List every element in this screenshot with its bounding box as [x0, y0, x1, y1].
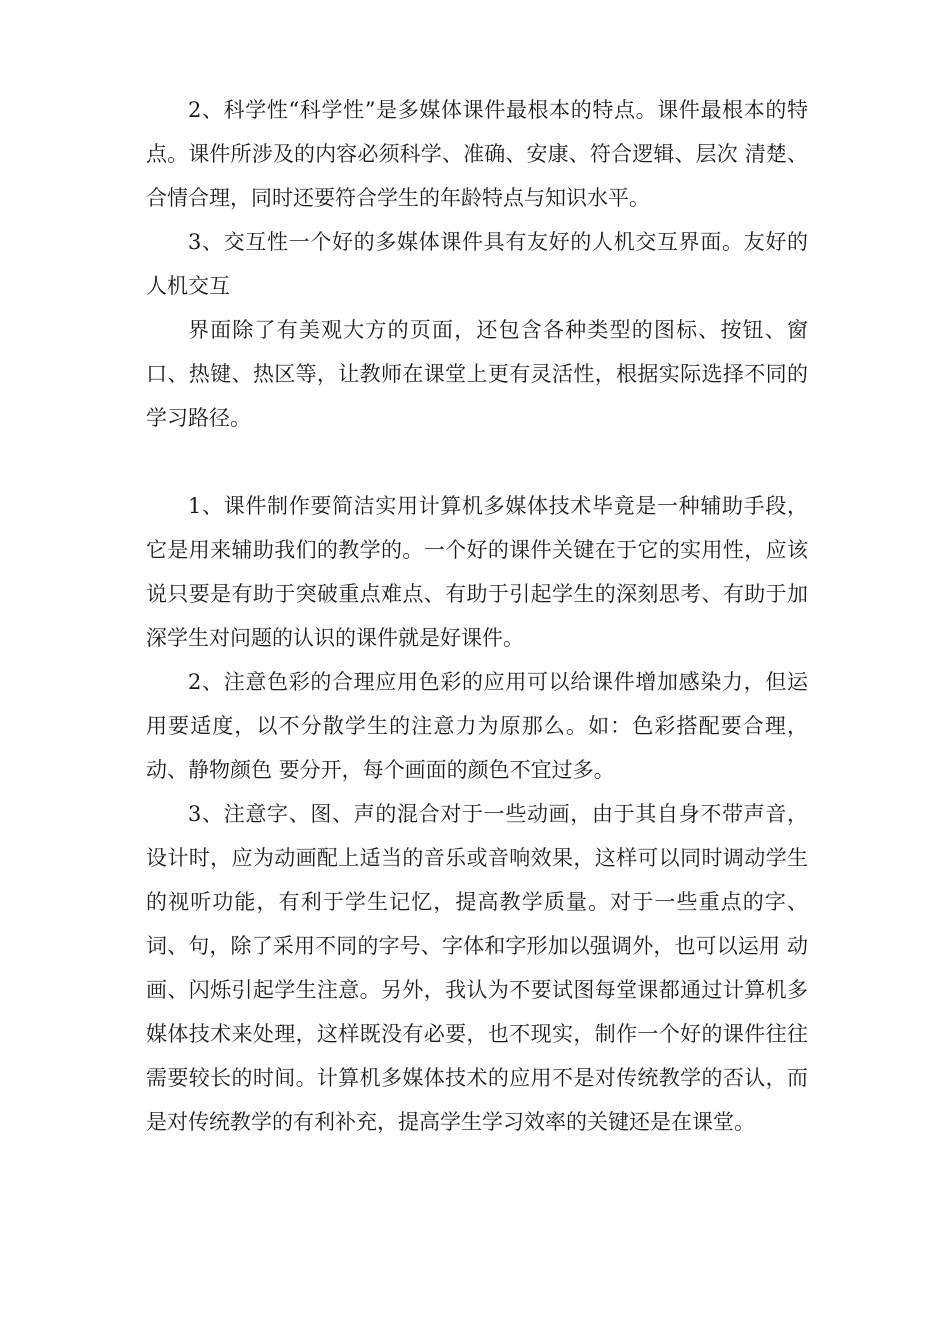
paragraph-interactive: 3、交互性一个好的多媒体课件具有友好的人机交互界面。友好的人机交互	[146, 230, 808, 298]
paragraph-interface: 界面除了有美观大方的页面，还包含各种类型的图标、按钮、窗口、热键、热区等，让教师在课堂上更有灵活性，根据实际选择不同的学习路径。	[146, 318, 808, 430]
paragraph-color-usage: 2、注意色彩的合理应用色彩的应用可以给课件增加感染力，但运用要适度，以不分散学生的注意力为原那么。如：色彩搭配要合理，动、静物颜色 要分开，每个画面的颜色不宜过多。	[146, 670, 808, 782]
paragraph-text-image-sound: 3、注意字、图、声的混合对于一些动画，由于其自身不带声音，设计时，应为动画配上适当的音乐或音响效果，这样可以同时调动学生的视听功能，有利于学生记忆，提高教学质量。对于一些重点的字、词、句，除了采用不同的字号、字体和字形加以强调外，也可以运用 动画、闪烁引起学生注意。另外，我认为不要试图每堂课都通过计算机多媒体技术来处理，这样既没有必要，也不现实，制作一个好的课件往往需要较长的时间。计算机多媒体技术的应用不是对传统教学的否认，而是对传统教学的有利补充，提高学生学习效率的关键还是在课堂。	[146, 802, 808, 1134]
paragraph-scientific: 2、科学性“科学性”是多媒体课件最根本的特点。课件最根本的特点。课件所涉及的内容必须科学、准确、安康、符合逻辑、层次 清楚、合情合理，同时还要符合学生的年龄特点与知识水平。	[146, 98, 808, 210]
document-body	[146, 88, 808, 1144]
section-gap	[146, 440, 808, 484]
paragraph-concise-practical: 1、课件制作要简洁实用计算机多媒体技术毕竟是一种辅助手段，它是用来辅助我们的教学的。一个好的课件关键在于它的实用性，应该说只要是有助于突破重点难点、有助于引起学生的深刻思考、有助于加深学生对问题的认识的课件就是好课件。	[146, 494, 808, 650]
